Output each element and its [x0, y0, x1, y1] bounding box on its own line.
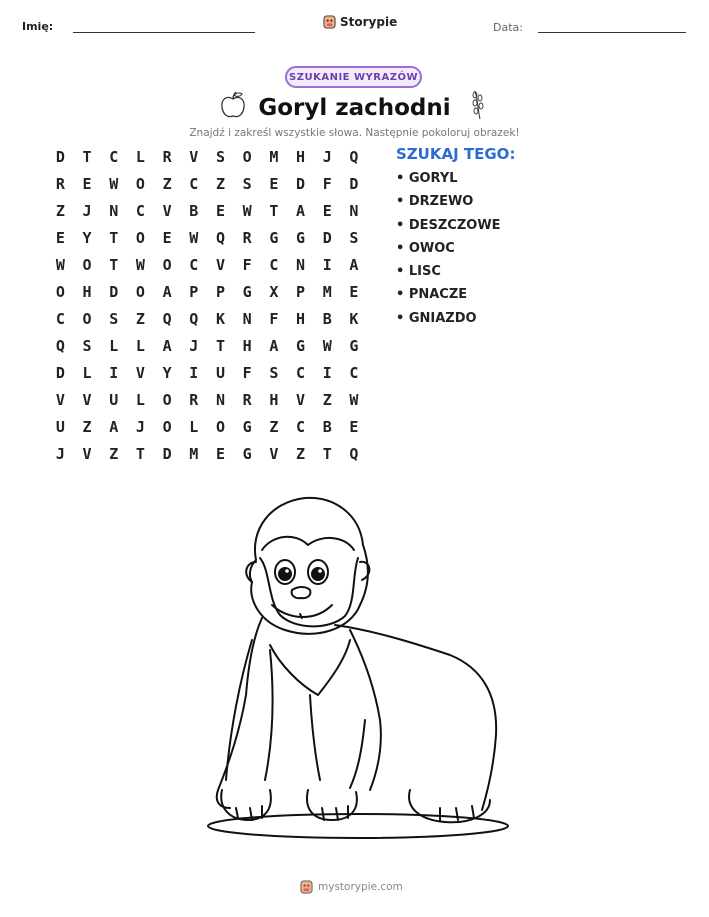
grid-cell[interactable]: L [135, 148, 145, 166]
grid-row [47, 418, 367, 445]
grid-cell[interactable]: R [189, 391, 199, 409]
grid-cell[interactable]: V [162, 202, 172, 220]
grid-cell[interactable]: N [242, 310, 252, 328]
grid-row [47, 391, 367, 418]
grid-cell[interactable]: M [269, 148, 279, 166]
grid-cell[interactable]: F [322, 175, 332, 193]
grid-cell[interactable]: Q [349, 445, 359, 463]
grid-row [47, 175, 367, 202]
grid-cell[interactable]: G [269, 229, 279, 247]
word-list-item: • OWOC [396, 240, 455, 256]
grid-cell[interactable]: A [162, 283, 172, 301]
grid-cell[interactable]: T [269, 202, 279, 220]
grid-cell[interactable]: N [109, 202, 119, 220]
grid-cell[interactable]: B [322, 418, 332, 436]
grid-cell[interactable]: A [162, 337, 172, 355]
grid-row [47, 445, 367, 472]
grid-cell[interactable]: Z [162, 175, 172, 193]
grid-cell[interactable]: H [296, 310, 306, 328]
brand [323, 15, 397, 29]
grid-cell[interactable]: S [242, 175, 252, 193]
grid-cell[interactable]: E [349, 418, 359, 436]
grid-cell[interactable]: V [215, 256, 225, 274]
grid-row [47, 256, 367, 283]
grid-cell[interactable]: Z [135, 310, 145, 328]
footer-url[interactable]: mystorypie.com [318, 881, 403, 893]
grid-cell[interactable]: E [162, 229, 172, 247]
grid-cell[interactable]: C [109, 148, 119, 166]
word-list-item: • GORYL [396, 171, 458, 186]
grid-cell[interactable]: O [135, 229, 145, 247]
grid-cell[interactable]: M [189, 445, 199, 463]
instructions: Znajdź i zakreśl wszystkie słowa. Następnie pokoloruj obrazek! [189, 127, 520, 139]
grid-cell[interactable]: U [215, 364, 225, 382]
grid-cell[interactable]: G [242, 445, 252, 463]
grid-cell[interactable]: Q [55, 337, 65, 355]
grid-cell[interactable]: D [55, 364, 65, 382]
grid-cell[interactable]: J [82, 202, 92, 220]
grid-row [47, 148, 367, 175]
grid-row [47, 229, 367, 256]
grid-cell[interactable]: V [269, 445, 279, 463]
grid-row [47, 283, 367, 310]
grid-cell[interactable]: I [189, 364, 199, 382]
grid-cell[interactable]: C [189, 256, 199, 274]
grid-cell[interactable]: J [135, 418, 145, 436]
grid-cell[interactable]: L [189, 418, 199, 436]
grid-cell[interactable]: C [189, 175, 199, 193]
grid-cell[interactable]: O [82, 310, 92, 328]
grid-cell[interactable]: R [162, 148, 172, 166]
grid-cell[interactable]: T [322, 445, 332, 463]
grid-cell[interactable]: I [109, 364, 119, 382]
grid-cell[interactable]: C [135, 202, 145, 220]
grid-cell[interactable]: Y [162, 364, 172, 382]
grid-cell[interactable]: E [269, 175, 279, 193]
grid-cell[interactable]: A [296, 202, 306, 220]
grid-cell[interactable]: L [82, 364, 92, 382]
grid-cell[interactable]: E [215, 202, 225, 220]
grid-cell[interactable]: T [82, 148, 92, 166]
grid-cell[interactable]: I [322, 364, 332, 382]
grid-cell[interactable]: V [135, 364, 145, 382]
grid-cell[interactable]: U [55, 418, 65, 436]
grid-cell[interactable]: Q [162, 310, 172, 328]
grid-cell[interactable]: K [215, 310, 225, 328]
grid-cell[interactable]: W [109, 175, 119, 193]
grid-cell[interactable]: H [296, 148, 306, 166]
grid-cell[interactable]: O [135, 283, 145, 301]
grid-cell[interactable]: H [242, 337, 252, 355]
footer [300, 880, 410, 894]
word-list-item: • DRZEWO [396, 194, 474, 210]
grid-cell[interactable]: S [109, 310, 119, 328]
name-field[interactable] [73, 32, 255, 33]
grid-row [47, 310, 367, 337]
grid-cell[interactable]: D [322, 229, 332, 247]
grid-cell[interactable]: L [135, 391, 145, 409]
grid-cell[interactable]: S [215, 148, 225, 166]
name-label: Imię: [22, 20, 54, 33]
grid-cell[interactable]: S [269, 364, 279, 382]
grid-row [47, 202, 367, 229]
grid-cell[interactable]: O [55, 283, 65, 301]
grid-cell[interactable]: T [215, 337, 225, 355]
grid-cell[interactable]: W [322, 337, 332, 355]
grid-cell[interactable]: W [242, 202, 252, 220]
grid-cell[interactable]: N [215, 391, 225, 409]
word-list-item: • LISC [396, 264, 441, 280]
grid-cell[interactable]: V [82, 445, 92, 463]
grid-cell[interactable]: O [82, 256, 92, 274]
grid-row [47, 364, 367, 391]
grid-cell[interactable]: T [135, 445, 145, 463]
grid-cell[interactable]: F [242, 364, 252, 382]
grid-cell[interactable]: D [349, 175, 359, 193]
grid-cell[interactable]: G [296, 337, 306, 355]
grid-cell[interactable]: G [242, 418, 252, 436]
grid-cell[interactable]: C [296, 418, 306, 436]
grid-cell[interactable]: P [215, 283, 225, 301]
grid-cell[interactable]: Z [269, 418, 279, 436]
grid-cell[interactable]: O [242, 148, 252, 166]
grid-cell[interactable]: C [349, 364, 359, 382]
grid-cell[interactable]: K [349, 310, 359, 328]
grid-cell[interactable]: D [162, 445, 172, 463]
grid-cell[interactable]: A [349, 256, 359, 274]
word-list [396, 171, 501, 334]
grid-cell[interactable]: D [109, 283, 119, 301]
leaf-sprig-icon [470, 89, 486, 121]
storypie-logo-icon [323, 15, 336, 29]
grid-row [47, 337, 367, 364]
grid-cell[interactable]: J [322, 148, 332, 166]
worksheet-type-badge: SZUKANIE WYRAZÓW [285, 66, 422, 88]
grid-cell[interactable]: O [162, 418, 172, 436]
grid-cell[interactable]: H [269, 391, 279, 409]
grid-cell[interactable]: E [55, 229, 65, 247]
grid-cell[interactable]: L [109, 337, 119, 355]
grid-cell[interactable]: R [242, 391, 252, 409]
grid-cell[interactable]: Z [296, 445, 306, 463]
brand-name: Storypie [340, 15, 398, 29]
grid-cell[interactable]: V [296, 391, 306, 409]
grid-cell[interactable]: A [109, 418, 119, 436]
word-list-title: SZUKAJ TEGO: [396, 145, 516, 163]
grid-cell[interactable]: B [189, 202, 199, 220]
grid-cell[interactable]: G [242, 283, 252, 301]
grid-cell[interactable]: C [296, 364, 306, 382]
grid-cell[interactable]: B [322, 310, 332, 328]
grid-cell[interactable]: E [322, 202, 332, 220]
grid-cell[interactable]: W [349, 391, 359, 409]
grid-cell[interactable]: W [55, 256, 65, 274]
grid-cell[interactable]: J [189, 337, 199, 355]
grid-cell[interactable]: Z [55, 202, 65, 220]
grid-cell[interactable]: J [55, 445, 65, 463]
storypie-footer-logo-icon [300, 880, 313, 894]
grid-cell[interactable]: P [189, 283, 199, 301]
grid-cell[interactable]: D [55, 148, 65, 166]
grid-cell[interactable]: F [269, 310, 279, 328]
grid-cell[interactable]: H [82, 283, 92, 301]
grid-cell[interactable]: V [55, 391, 65, 409]
grid-cell[interactable]: P [296, 283, 306, 301]
grid-cell[interactable]: S [349, 229, 359, 247]
grid-cell[interactable]: E [82, 175, 92, 193]
grid-cell[interactable]: D [296, 175, 306, 193]
grid-cell[interactable]: O [215, 418, 225, 436]
grid-cell[interactable]: C [55, 310, 65, 328]
grid-cell[interactable]: Q [349, 148, 359, 166]
grid-cell[interactable]: Z [82, 418, 92, 436]
grid-cell[interactable]: N [296, 256, 306, 274]
grid-cell[interactable]: Z [215, 175, 225, 193]
page-title: Goryl zachodni [258, 95, 451, 121]
grid-cell[interactable]: E [215, 445, 225, 463]
grid-cell[interactable]: F [242, 256, 252, 274]
grid-cell[interactable]: G [296, 229, 306, 247]
grid-cell[interactable]: O [162, 391, 172, 409]
grid-cell[interactable]: N [349, 202, 359, 220]
grid-cell[interactable]: X [269, 283, 279, 301]
grid-cell[interactable]: G [349, 337, 359, 355]
grid-cell[interactable]: O [162, 256, 172, 274]
date-field[interactable] [538, 32, 686, 33]
grid-cell[interactable]: W [135, 256, 145, 274]
word-list-item: • PNACZE [396, 287, 468, 303]
gorilla-illustration [200, 490, 510, 845]
grid-cell[interactable]: A [269, 337, 279, 355]
grid-cell[interactable]: O [135, 175, 145, 193]
grid-cell[interactable]: Q [189, 310, 199, 328]
grid-cell[interactable]: V [189, 148, 199, 166]
word-list-item: • GNIAZDO [396, 310, 477, 326]
grid-cell[interactable]: S [82, 337, 92, 355]
grid-cell[interactable]: Z [109, 445, 119, 463]
word-list-item: • DESZCZOWE [396, 217, 501, 233]
grid-cell[interactable]: I [322, 256, 332, 274]
grid-cell[interactable]: R [55, 175, 65, 193]
grid-cell[interactable]: M [322, 283, 332, 301]
grid-cell[interactable]: E [349, 283, 359, 301]
grid-cell[interactable]: W [189, 229, 199, 247]
grid-cell[interactable]: C [269, 256, 279, 274]
grid-cell[interactable]: Y [82, 229, 92, 247]
word-search-grid [47, 148, 367, 472]
grid-cell[interactable]: L [135, 337, 145, 355]
grid-cell[interactable]: Q [215, 229, 225, 247]
grid-cell[interactable]: T [109, 229, 119, 247]
grid-cell[interactable]: Z [322, 391, 332, 409]
date-label: Data: [493, 21, 523, 34]
grid-cell[interactable]: U [109, 391, 119, 409]
grid-cell[interactable]: T [109, 256, 119, 274]
grid-cell[interactable]: R [242, 229, 252, 247]
grid-cell[interactable]: V [82, 391, 92, 409]
